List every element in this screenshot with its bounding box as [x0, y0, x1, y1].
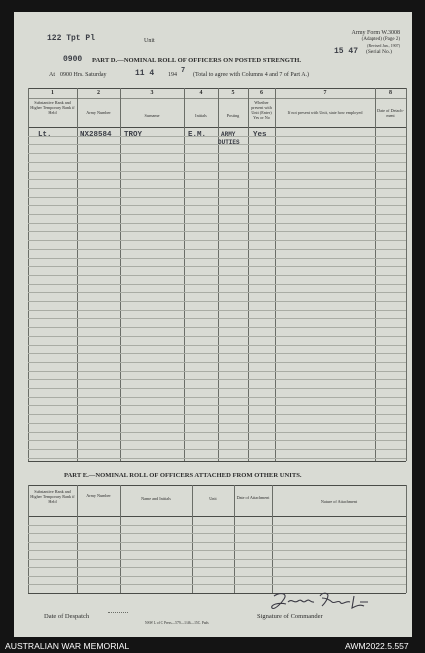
ruled-line [28, 249, 406, 250]
ruled-line [28, 432, 406, 433]
col-header-employment: If not present with Unit, state how employed [287, 110, 363, 115]
part-e-col-line [406, 485, 407, 593]
cell-present: Yes [253, 131, 267, 139]
cell-initials: E.M. [188, 131, 207, 139]
ruled-line [28, 318, 406, 319]
archive-source: AUSTRALIAN WAR MEMORIAL [5, 641, 130, 651]
part-d-header-rule [28, 127, 406, 128]
col-number: 4 [199, 90, 203, 96]
ruled-line [28, 153, 406, 154]
ruled-line [28, 171, 406, 172]
ruled-line [28, 223, 406, 224]
part-e-header-nature: Nature of Attachment [320, 499, 358, 504]
part-e-col-line [77, 485, 78, 593]
ruled-line [28, 327, 406, 328]
part-e-header-unit: Unit [209, 496, 217, 501]
part-e-header-attachment-date: Date of Attachment [236, 495, 270, 500]
archive-id: AWM2022.5.557 [345, 641, 409, 651]
ruled-line [28, 162, 406, 163]
unit-label: Unit [144, 38, 155, 44]
part-e-col-line [192, 485, 193, 593]
ruled-line [28, 397, 406, 398]
part-d-number-rule [28, 98, 406, 99]
signature-label: Signature of Commander [257, 613, 323, 620]
cell-rank: Lt. [38, 131, 52, 139]
date-typed: 11 4 [135, 69, 155, 78]
col-header-surname: Surname [144, 113, 160, 118]
serial-value: 15 47 [334, 47, 359, 56]
year-suffix: 7 [181, 67, 186, 75]
time-typed: 0900 [63, 55, 83, 64]
cell-posting-line1: ARMY [221, 131, 236, 138]
commander-signature [268, 590, 378, 614]
form-revised: (Revised Jan., 1907) [367, 43, 400, 48]
ruled-line [28, 292, 406, 293]
unit-value: 122 Tpt Pl [47, 34, 96, 43]
part-e-header-army-number: Army Number [86, 493, 111, 498]
ruled-line [28, 440, 406, 441]
col-number: 6 [260, 90, 263, 96]
cell-surname: TROY [124, 131, 143, 139]
ruled-line [28, 214, 406, 215]
ruled-line [28, 405, 406, 406]
ruled-line [28, 205, 406, 206]
ruled-line [28, 559, 406, 560]
col-number: 1 [51, 90, 54, 96]
part-e-header-rank: Substantive Rank and Higher Temporary Rank if Held [30, 489, 75, 504]
ruled-line [28, 284, 406, 285]
part-e-title: PART E.—NOMINAL ROLL OF OFFICERS ATTACHED FROM OTHER UNITS. [64, 472, 302, 479]
ruled-line [28, 458, 406, 459]
col-header-initials: Initials [195, 113, 207, 118]
part-e-col-line [234, 485, 235, 593]
at-label: At [49, 72, 55, 78]
despatch-dotted-line [108, 612, 128, 613]
part-d-bottom-rule [28, 461, 406, 462]
ruled-line [28, 310, 406, 311]
ruled-line [28, 567, 406, 568]
form-number: Army Form W.3008 [351, 30, 400, 36]
date-of-despatch-label: Date of Despatch [44, 613, 90, 620]
form-adapted: (Adapted) (Page 2) [361, 37, 400, 42]
col-header-rank: Substantive Rank and Higher Temporary Rank if Held [30, 100, 75, 115]
ruled-line [28, 353, 406, 354]
ruled-line [28, 345, 406, 346]
part-e-header-name: Name and Initials [141, 496, 171, 501]
ruled-line [28, 542, 406, 543]
archive-footer [0, 640, 425, 653]
part-e-header-rule [28, 516, 406, 517]
ruled-line [28, 584, 406, 585]
part-d-col-line [406, 88, 407, 461]
col-number: 2 [97, 90, 100, 96]
cell-posting-line2: DUTIES [218, 139, 240, 146]
ruled-line [28, 414, 406, 415]
ruled-line [28, 188, 406, 189]
col-number: 3 [150, 90, 154, 96]
time-printed: 0900 Hrs. Saturday [60, 72, 107, 78]
col-number: 7 [323, 90, 327, 96]
col-header-posting: Posting [226, 113, 240, 118]
ruled-line [28, 379, 406, 380]
ruled-line [28, 144, 406, 145]
ruled-line [28, 336, 406, 337]
printer-imprint: NSW L of C Press—579—1/46—15C. Pads [145, 621, 209, 625]
ruled-line [28, 449, 406, 450]
cell-army-number: NX28584 [80, 131, 112, 139]
ruled-line [28, 550, 406, 551]
ruled-line [28, 275, 406, 276]
total-note: (Total to agree with Columns 4 and 7 of Part A.) [193, 72, 310, 78]
ruled-line [28, 301, 406, 302]
ruled-line [28, 423, 406, 424]
col-header-present: Whether present with Unit (Enter) Yes or No [251, 100, 272, 120]
ruled-line [28, 258, 406, 259]
col-number: 5 [231, 90, 235, 96]
ruled-line [28, 266, 406, 267]
ruled-line [28, 179, 406, 180]
ruled-line [28, 231, 406, 232]
serial-label: (Serial No.) [366, 49, 392, 55]
ruled-line [28, 371, 406, 372]
ruled-line [28, 525, 406, 526]
col-header-army-number: Army Number [86, 110, 111, 115]
ruled-line [28, 362, 406, 363]
part-e-col-line [120, 485, 121, 593]
part-d-top-rule [28, 88, 406, 89]
col-number: 8 [389, 90, 392, 96]
ruled-line [28, 388, 406, 389]
ruled-line [28, 533, 406, 534]
ruled-line [28, 240, 406, 241]
ruled-line [28, 576, 406, 577]
part-e-top-rule [28, 485, 406, 486]
part-d-title: PART D.—NOMINAL ROLL OF OFFICERS ON POSTED STRENGTH. [92, 57, 302, 64]
col-header-detachment-date: Date of Detach-ment [377, 108, 404, 118]
ruled-line [28, 197, 406, 198]
year-printed: 194 [168, 72, 177, 78]
